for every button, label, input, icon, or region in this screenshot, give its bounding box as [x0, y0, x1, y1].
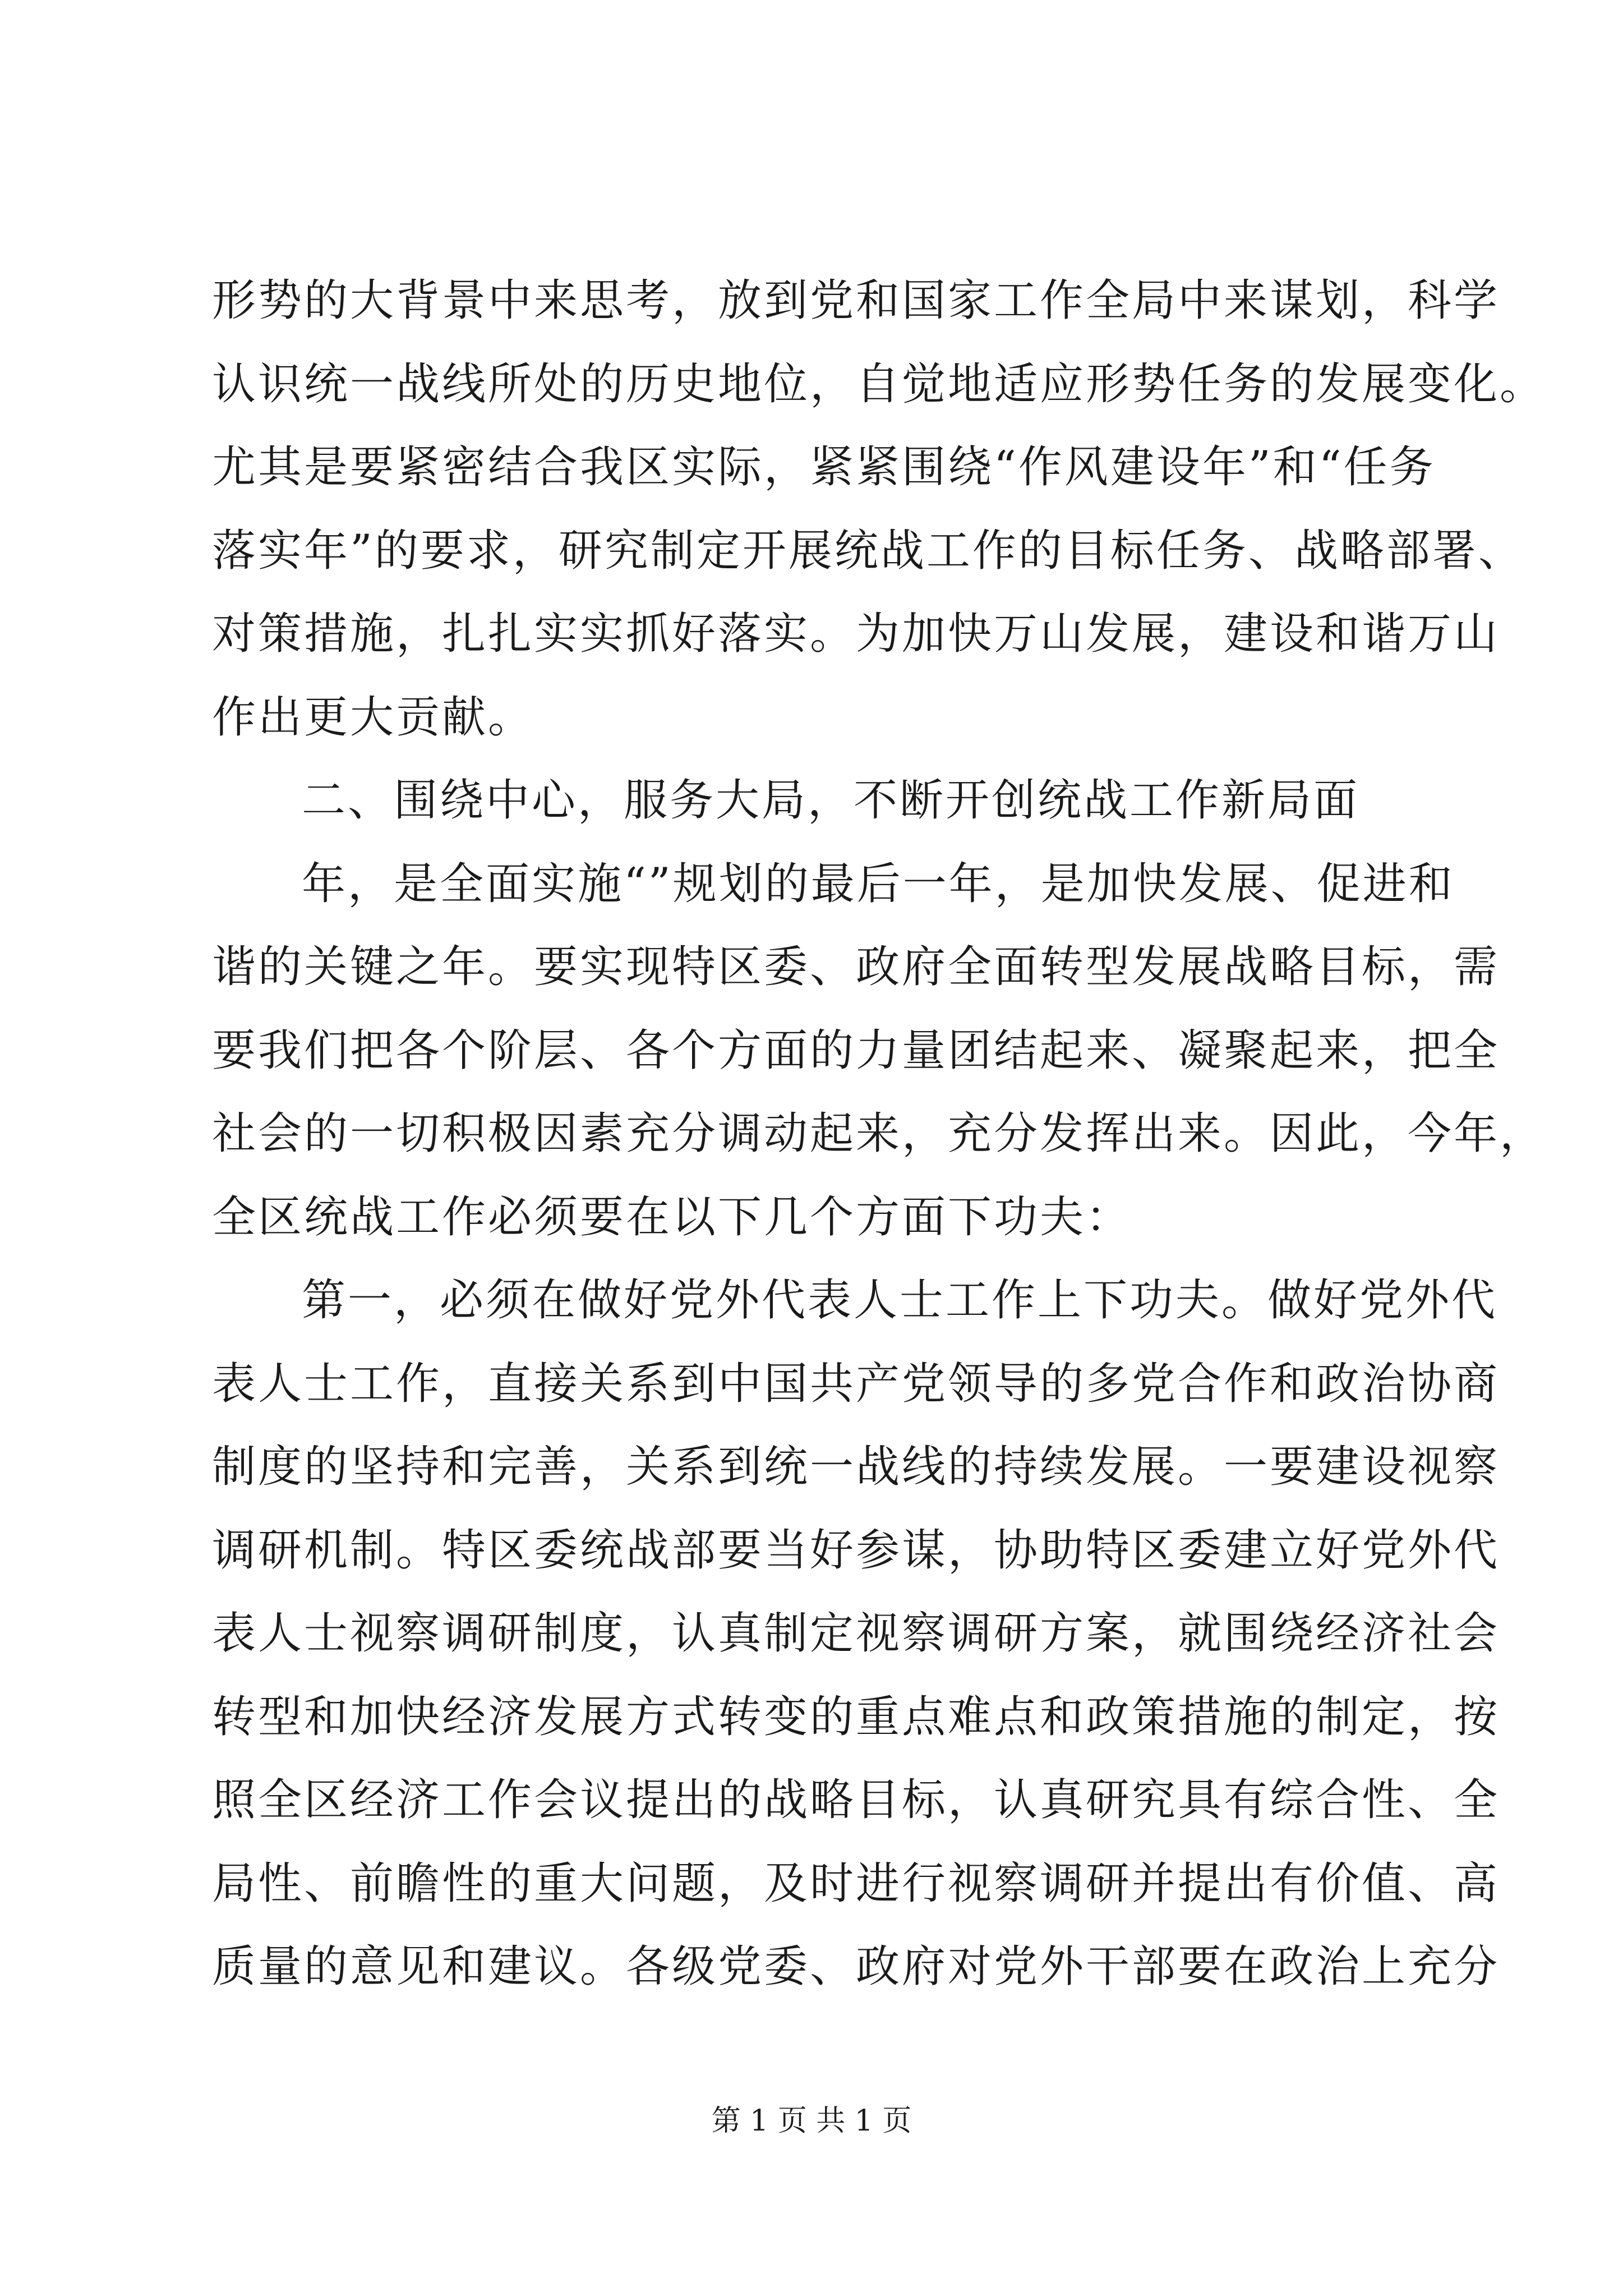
text-line: 表人士视察调研制度，认真制定视察调研方案，就围绕经济社会	[212, 1608, 1500, 1659]
page-footer	[0, 2101, 1623, 2141]
text-line: 调研机制。特区委统战部要当好参谋，协助特区委建立好党外代	[212, 1525, 1500, 1576]
page-number-label: 第 1 页 共 1 页	[711, 2104, 912, 2138]
text-line: 全区统战工作必须要在以下几个方面下功夫：	[212, 1191, 1132, 1243]
text-line: 落实年”的要求，研究制定开展统战工作的目标任务、战略部署、	[212, 525, 1524, 576]
text-line: 照全区经济工作会议提出的战略目标，认真研究具有综合性、全	[212, 1775, 1500, 1825]
text-line: 尤其是要紧密结合我区实际，紧紧围绕“作风建设年”和“任务	[212, 442, 1436, 493]
text-line: 要我们把各个阶层、各个方面的力量团结起来、凝聚起来，把全	[212, 1025, 1500, 1076]
text-line: 质量的意见和建议。各级党委、政府对党外干部要在政治上充分	[212, 1941, 1500, 1992]
text-line: 谐的关键之年。要实现特区委、政府全面转型发展战略目标，需	[212, 942, 1500, 992]
text-line: 第一，必须在做好党外代表人士工作上下功夫。做好党外代	[302, 1275, 1498, 1326]
text-line: 局性、前瞻性的重大问题，及时进行视察调研并提出有价值、高	[212, 1858, 1500, 1909]
text-line: 制度的坚持和完善，关系到统一战线的持续发展。一要建设视察	[212, 1442, 1500, 1492]
section-heading: 二、围绕中心，服务大局，不断开创统战工作新局面	[302, 775, 1360, 826]
text-line: 转型和加快经济发展方式转变的重点难点和政策措施的制定，按	[212, 1691, 1500, 1742]
text-line: 年，是全面实施“”规划的最后一年，是加快发展、促进和	[302, 858, 1455, 909]
text-line: 作出更大贡献。	[212, 692, 534, 743]
text-line: 对策措施，扎扎实实抓好落实。为加快万山发展，建设和谐万山	[212, 609, 1500, 659]
text-line: 社会的一切积极因素充分调动起来，充分发挥出来。因此，今年，	[212, 1108, 1546, 1159]
text-line: 表人士工作，直接关系到中国共产党领导的多党合作和政治协商	[212, 1358, 1500, 1409]
document-body	[212, 259, 1546, 2009]
text-line: 认识统一战线所处的历史地位，自觉地适应形势任务的发展变化。	[212, 358, 1546, 409]
text-line: 形势的大背景中来思考，放到党和国家工作全局中来谋划，科学	[212, 275, 1500, 326]
